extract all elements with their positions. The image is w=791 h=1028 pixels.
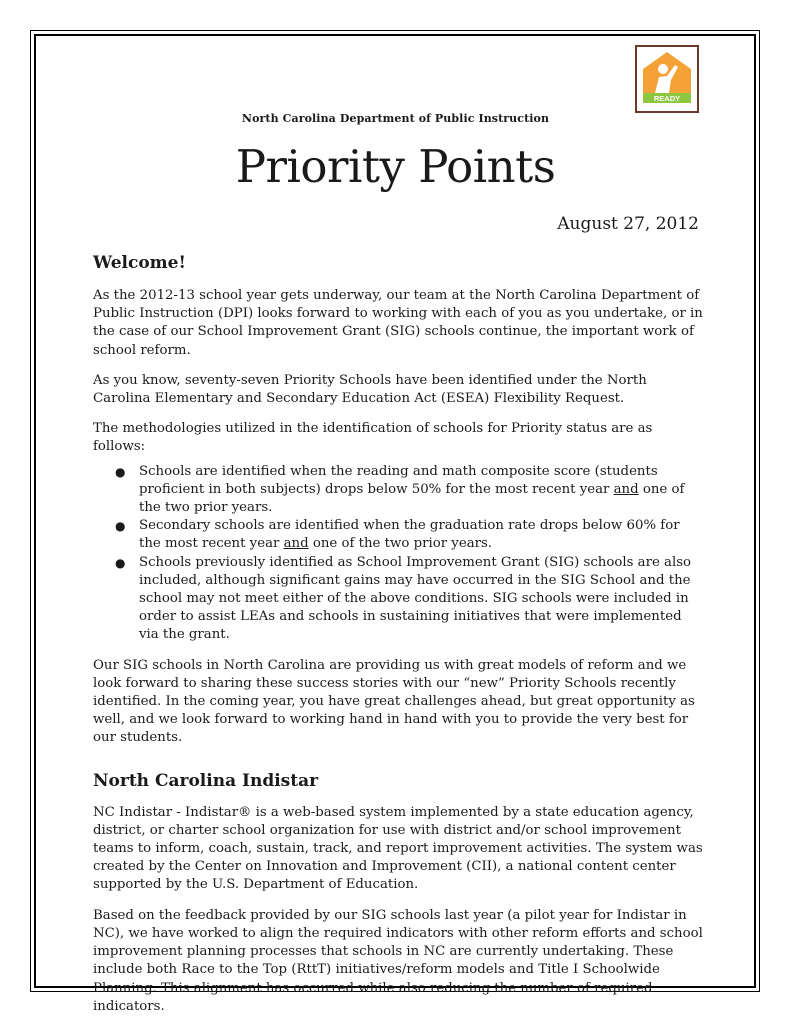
indistar-heading: North Carolina Indistar [93, 770, 319, 791]
list-item [93, 463, 703, 518]
bullet-icon: ● [115, 464, 126, 479]
indistar-paragraph-2: Based on the feedback provided by our SIG schools last year (a pilot year for Indistar in NC), we have worked to align the required indicators with other reform efforts and school improvement planning processes that schools in NC are currently undertaking. These include both Race to the Top (RttT) initiatives/reform models and Title I Schoolwide Planning. This alignment has occurred while also reducing the number of required indicators. [93, 907, 703, 1014]
methodology-list [93, 463, 703, 645]
underlined-word: and [613, 481, 639, 497]
bullet-text: Secondary schools are identified when the graduation rate drops below 60% for the most recent year [139, 518, 680, 552]
bullet-text: one of the two prior years. [139, 481, 685, 516]
underlined-word: and [283, 536, 309, 552]
bullet-text: Schools previously identified as School Improvement Grant (SIG) schools are also included, although significant gains may have occurred in the SIG School and the school may not meet either of the above conditions. SIG schools were included in order to assist LEAs and schools in sustaining initiatives that were implemented via the grant. [139, 554, 692, 643]
welcome-paragraph-2: As you know, seventy-seven Priority Schools have been identified under the North Carolina Elementary and Secondary Education Act (ESEA) Flexibility Request. [93, 372, 647, 407]
ready-logo [635, 45, 699, 113]
issue-date: August 27, 2012 [557, 214, 699, 234]
department-name: North Carolina Department of Public Instruction [241, 112, 550, 125]
bullet-text: one of the two prior years. [308, 536, 493, 552]
newsletter-body [93, 252, 703, 1028]
welcome-heading: Welcome! [93, 253, 186, 273]
list-item [93, 554, 703, 645]
welcome-paragraph-4: Our SIG schools in North Carolina are providing us with great models of reform and we look forward to sharing these success stories with our “new” Priority Schools recently identified. In the coming year, you have great challenges ahead, but great opportunity as well, and we look forward to working hand in hand with you to provide the very best for our students. [93, 657, 695, 746]
bullet-icon: ● [115, 519, 126, 534]
list-item [93, 517, 703, 553]
page-title: Priority Points [235, 140, 556, 193]
welcome-paragraph-1: As the 2012-13 school year gets underway, our team at the North Carolina Department of Public Instruction (DPI) looks forward to working with each of you as you undertake, or in the case of our School Improvement Grant (SIG) schools continue, the important work of school reform. [93, 288, 703, 358]
welcome-paragraph-3: The methodologies utilized in the identification of schools for Priority status are as follows: [93, 421, 653, 455]
bullet-icon: ● [115, 555, 126, 570]
logo-text: READY [653, 94, 681, 103]
bullet-text: Schools are identified when the reading and math composite score (students proficient in both subjects) drops below 50% for the most recent year [139, 463, 658, 497]
indistar-paragraph-1: NC Indistar - Indistar® is a web-based system implemented by a state education agency, district, or charter school organization for use with district and/or school improvement teams to inform, coach, sustain, track, and report improvement activities. The system was created by the Center on Innovation and Improvement (CII), a national content center supported by the U.S. Department of Education. [93, 804, 703, 893]
